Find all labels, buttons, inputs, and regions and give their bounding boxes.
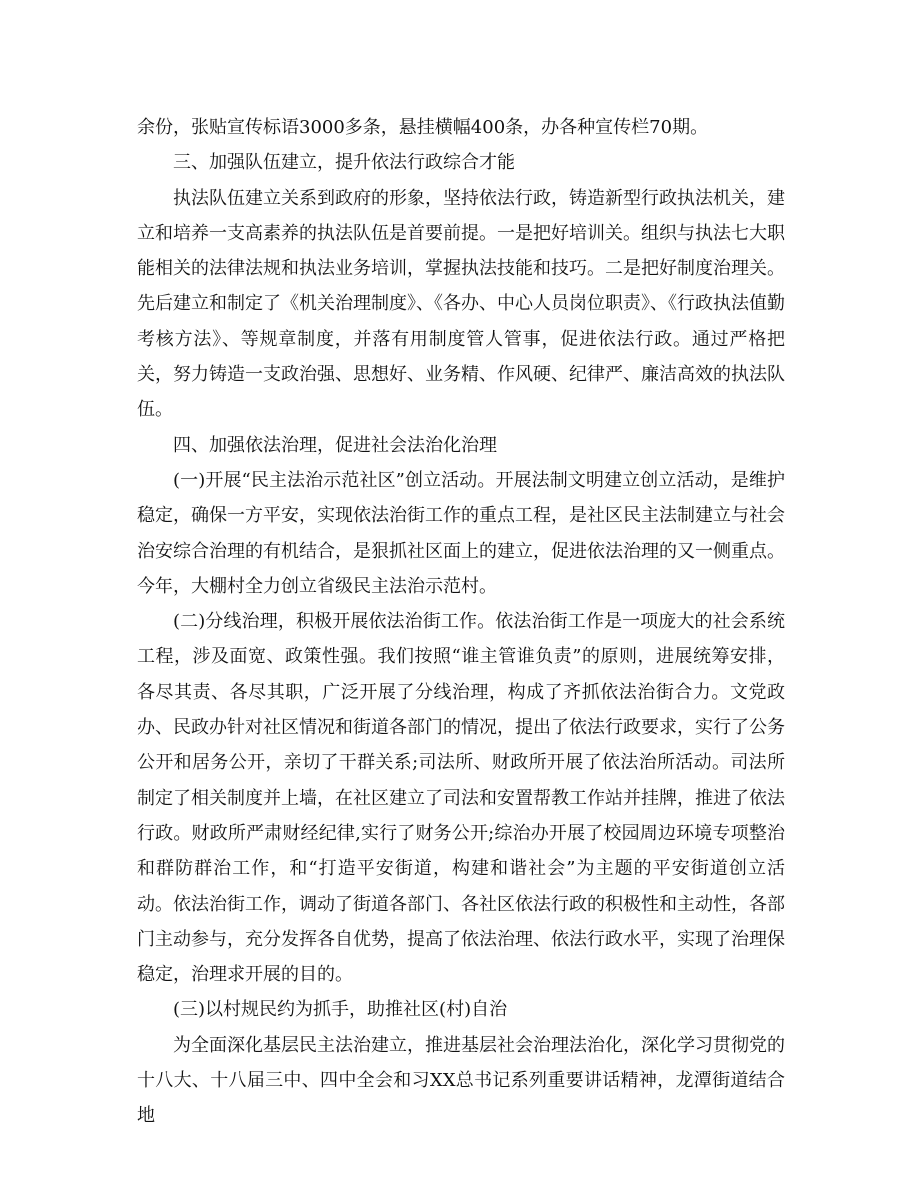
- section-heading-3: 三、加强队伍建立，提升依法行政综合才能: [173, 152, 515, 174]
- paragraph-demo-community: (一)开展“民主法治示范社区”创立活动。开展法制文明建立创立活动，是维护稳定，确保一方平安，实现依法治街工作的重点工程，是社区民主法制建立与社会治安综合治理的有机结合，是狠抓社区面上的建立，促进依法治理的又一侧重点。今年，大棚村全力创立省级民主法治示范村。: [137, 469, 785, 597]
- paragraph-team-building: 执法队伍建立关系到政府的形象，坚持依法行政，铸造新型行政执法机关，建立和培养一支高素养的执法队伍是首要前提。一是把好培训关。组织与执法七大职能相关的法律法规和执法业务培训，掌握执法技能和技巧。二是把好制度治理关。先后建立和制定了《机关治理制度》、《各办、中心人员岗位职责》、《行政执法值勤考核方法》、等规章制度，并落有用制度管人管事，促进依法行政。通过严格把关，努力铸造一支政治强、思想好、业务精、作风硬、纪律严、廉洁高效的执法队伍。: [137, 187, 785, 421]
- paragraph-continuation: 余份，张贴宣传标语3000多条，悬挂横幅400条，办各种宣传栏70期。: [137, 117, 709, 138]
- paragraph-grassroots-democracy: 为全面深化基层民主法治建立，推进基层社会治理法治化，深化学习贯彻党的十八大、十八届三中、四中全会和习XX总书记系列重要讲话精神，龙潭街道结合地: [137, 1034, 785, 1127]
- paragraph-line-governance: (二)分线治理，积极开展依法治街工作。依法治街工作是一项庞大的社会系统工程，涉及面宽、政策性强。我们按照“谁主管谁负责”的原则，进展统筹安排，各尽其责、各尽其职，广泛开展了分线治理，构成了齐抓依法治街合力。文党政办、民政办针对社区情况和街道各部门的情况，提出了依法行政要求，实行了公务公开和居务公开，亲切了干群关系;司法所、财政所开展了依法治所活动。司法所制定了相关制度并上墙，在社区建立了司法和安置帮教工作站并挂牌，推进了依法行政。财政所严肃财经纪律,实行了财务公开;综治办开展了校园周边环境专项整治和群防群治工作，和“打造平安街道，构建和谐社会”为主题的平安街道创立活动。依法治街工作，调动了街道各部门、各社区依法行政的积极性和主动性，各部门主动参与，充分发挥各自优势，提高了依法治理、依法行政水平，实现了治理保稳定，治理求开展的目的。: [137, 611, 785, 986]
- section-heading-4: 四、加强依法治理，促进社会法治化治理: [173, 434, 497, 456]
- subsection-heading-3: (三)以村规民约为抓手，助推社区(村)自治: [173, 999, 508, 1021]
- document-body: [137, 110, 785, 1134]
